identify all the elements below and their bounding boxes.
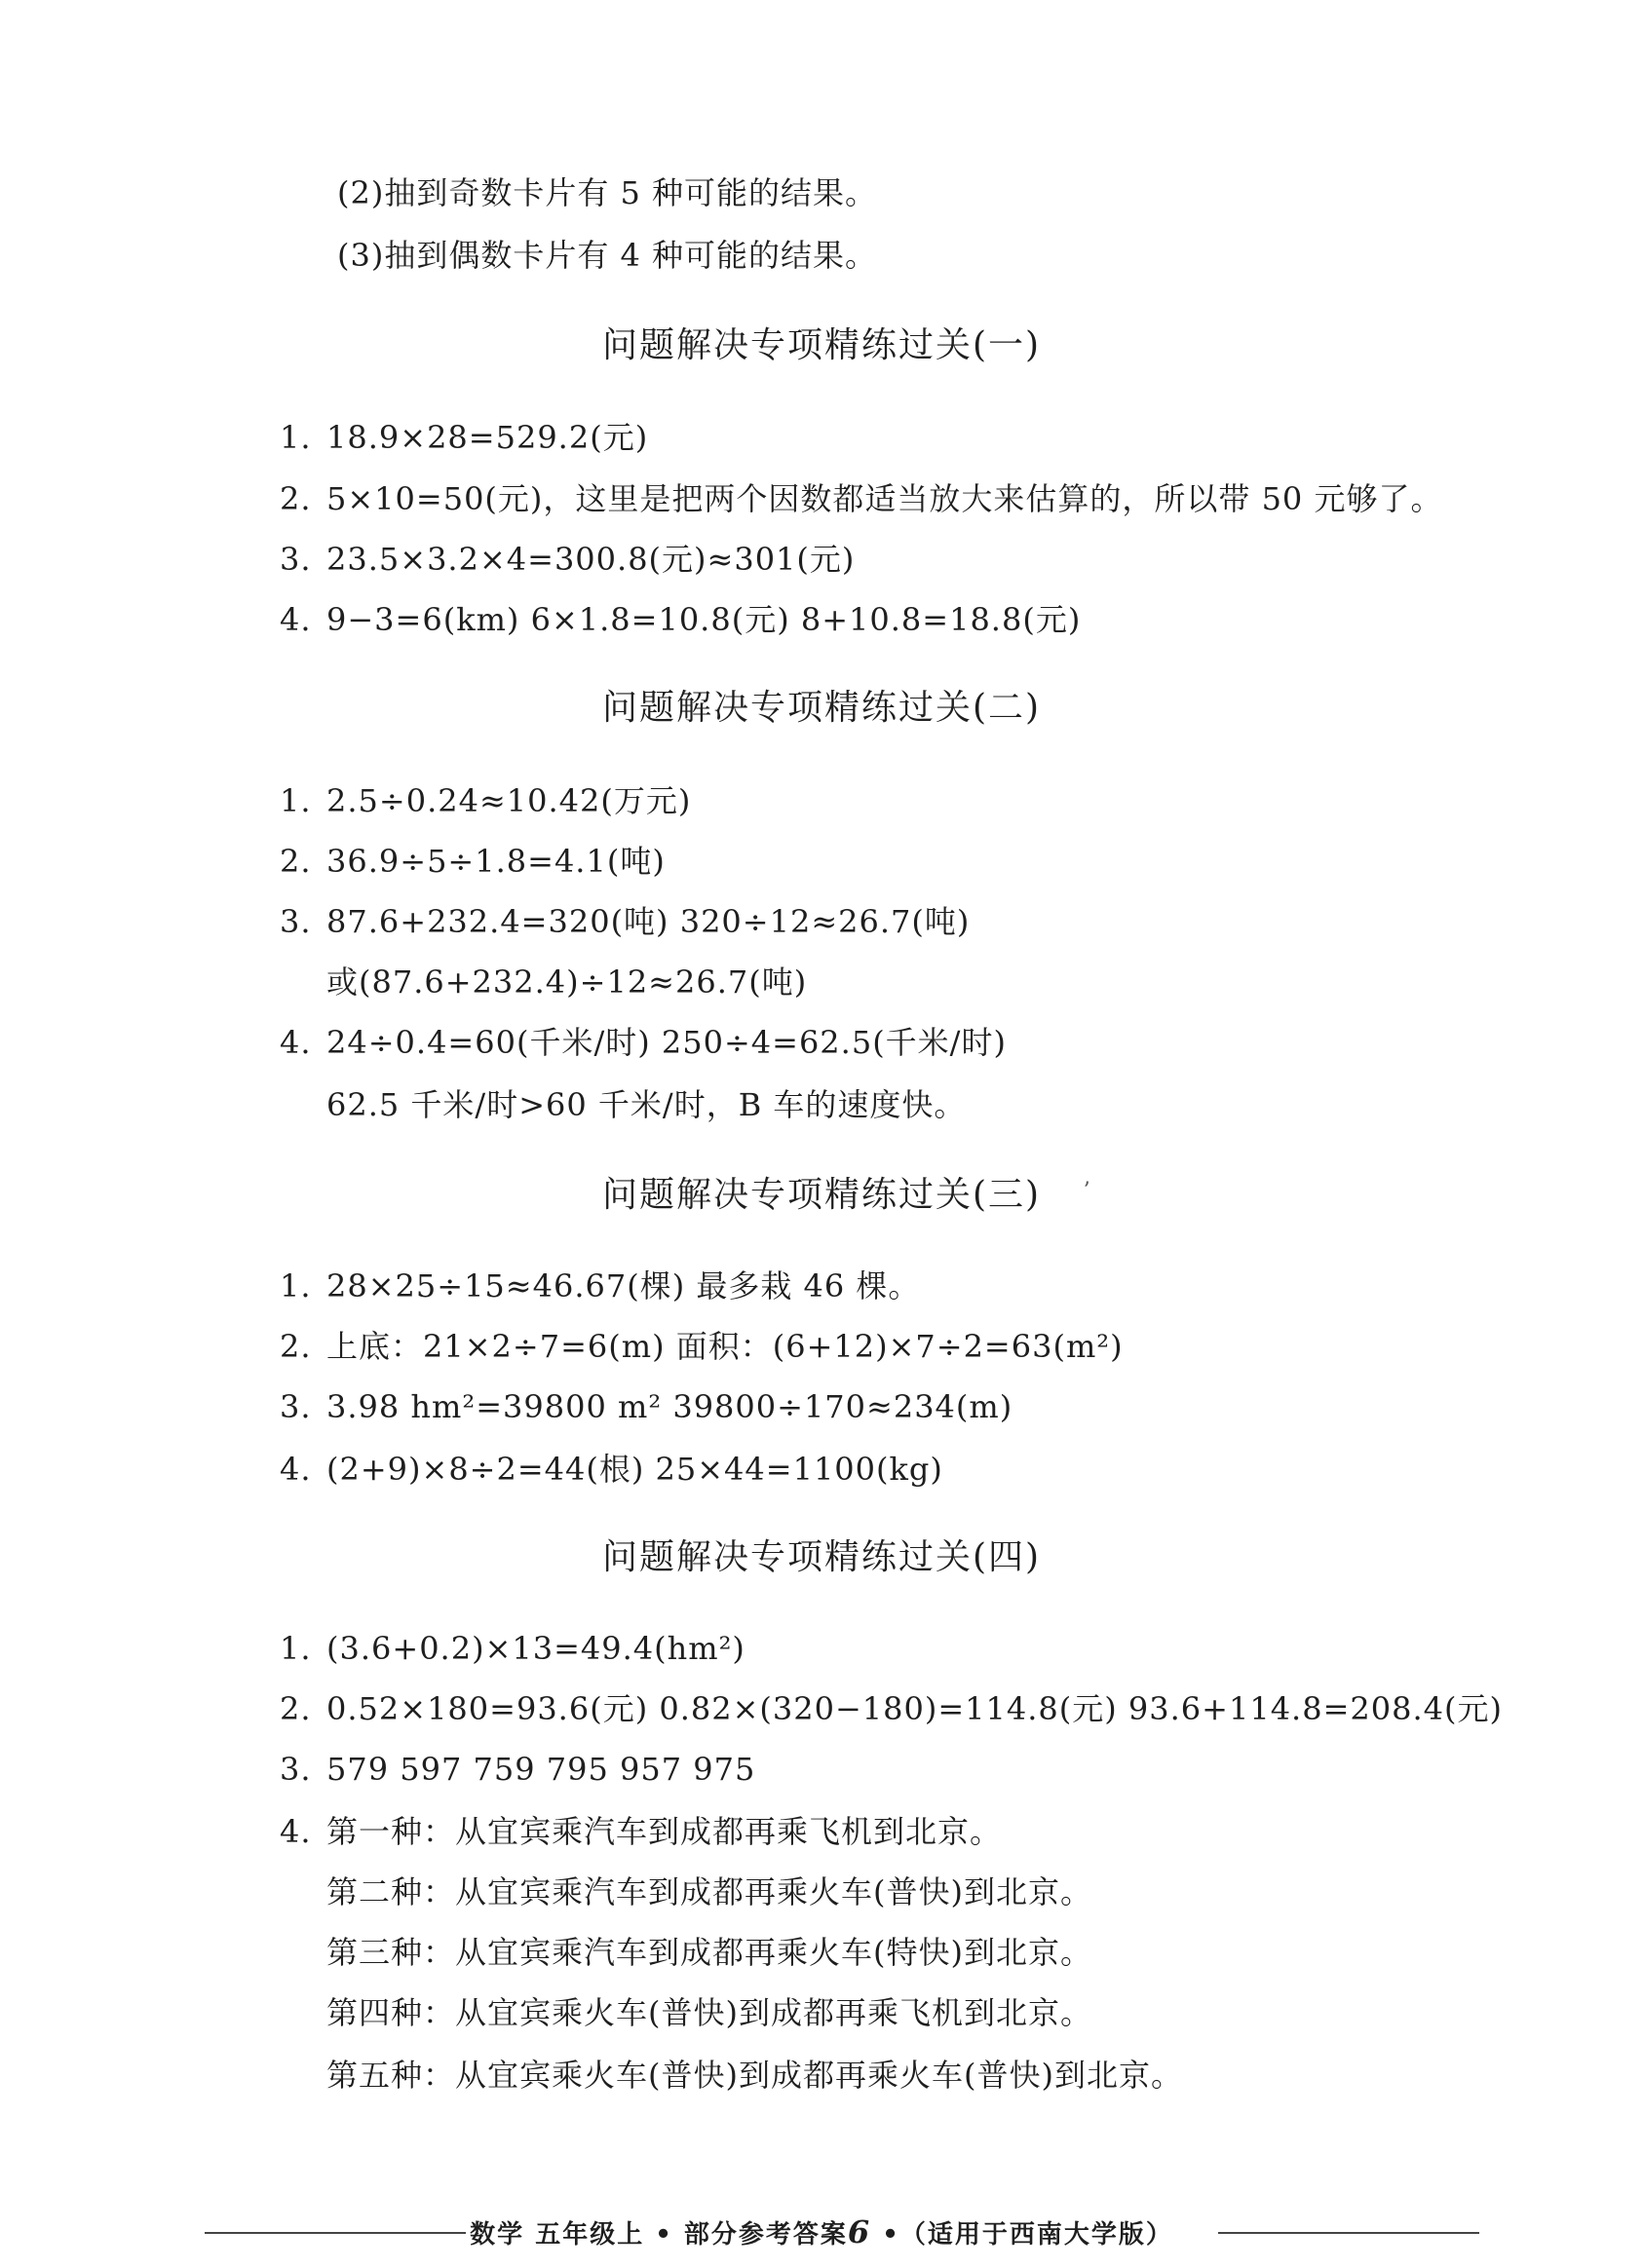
item-number: 1. [280,1630,312,1667]
s4-item-4-option-2: 第二种：从宜宾乘汽车到成都再乘火车(普快)到北京。 [326,1873,1092,1910]
item-number: 1. [280,419,312,456]
item-number: 3. [280,1388,312,1425]
item-text: (2+9)×8÷2=44(根) 25×44=1100(kg) [326,1451,943,1488]
item-text: 9−3=6(km) 6×1.8=10.8(元) 8+10.8=18.8(元) [326,601,1082,638]
item-number: 3. [280,903,312,940]
s2-item-1 [280,779,691,822]
item-text: 24÷0.4=60(千米/时) 250÷4=62.5(千米/时) [326,1024,1007,1061]
item-text: 23.5×3.2×4=300.8(元)≈301(元) [326,541,856,578]
intro-line-1: (2)抽到奇数卡片有 5 种可能的结果。 [337,174,878,211]
footer [0,2213,1643,2253]
stray-mark: ʼ [1083,1179,1089,1203]
item-number: 2. [280,843,312,880]
s4-item-1 [280,1627,745,1670]
s2-item-4-continuation: 62.5 千米/时>60 千米/时，B 车的速度快。 [326,1086,967,1123]
item-number: 3. [280,541,312,578]
page-number: 6 [847,2213,872,2250]
section-title-4: 问题解决专项精练过关(四) [601,1537,1042,1577]
footer-left-text: 数学 五年级上 • 部分参考答案 [470,2220,848,2249]
s1-item-4 [280,598,1081,641]
item-number: 1. [280,1267,312,1304]
item-number: 1. [280,782,312,819]
s4-item-4 [280,1810,1002,1853]
item-number: 4. [280,601,312,638]
item-text: 87.6+232.4=320(吨) 320÷12≈26.7(吨) [326,903,971,940]
section-title-2: 问题解决专项精练过关(二) [601,688,1042,728]
s4-item-4-option-5: 第五种：从宜宾乘火车(普快)到成都再乘火车(普快)到北京。 [326,2057,1183,2094]
s1-item-2 [280,477,1442,520]
item-number: 4. [280,1024,312,1061]
item-text: 579 597 759 795 957 975 [326,1751,756,1788]
item-number: 2. [280,480,312,517]
item-number: 4. [280,1451,312,1488]
s2-item-3-continuation: 或(87.6+232.4)÷12≈26.7(吨) [326,964,808,1001]
item-number: 3. [280,1751,312,1788]
s2-item-4 [280,1021,1007,1064]
s3-item-2 [280,1325,1124,1368]
s2-item-3 [280,900,970,943]
s3-item-1 [280,1265,920,1307]
s1-item-1 [280,416,648,459]
s4-item-2 [280,1687,1503,1730]
section-title-3: 问题解决专项精练过关(三) [601,1175,1042,1215]
s4-item-4-option-4: 第四种：从宜宾乘火车(普快)到成都再乘飞机到北京。 [326,1994,1092,2031]
s3-item-4 [280,1448,943,1491]
item-text: 2.5÷0.24≈10.42(万元) [326,782,692,819]
s3-item-3 [280,1385,1013,1428]
s4-item-4-option-3: 第三种：从宜宾乘汽车到成都再乘火车(特快)到北京。 [326,1934,1092,1971]
item-text: 第一种：从宜宾乘汽车到成都再乘飞机到北京。 [326,1813,1003,1850]
s1-item-3 [280,538,855,581]
intro-line-2: (3)抽到偶数卡片有 4 种可能的结果。 [337,237,878,274]
item-number: 2. [280,1328,312,1365]
item-text: 3.98 hm²=39800 m² 39800÷170≈234(m) [326,1388,1013,1425]
item-text: 18.9×28=529.2(元) [326,419,649,456]
footer-right-text: •（适用于西南大学版） [871,2220,1173,2249]
item-text: 5×10=50(元)，这里是把两个因数都适当放大来估算的，所以带 50 元够了。 [326,480,1443,517]
item-number: 4. [280,1813,312,1850]
s2-item-2 [280,840,666,883]
item-text: 上底：21×2÷7=6(m) 面积：(6+12)×7÷2=63(m²) [326,1328,1124,1365]
item-text: 36.9÷5÷1.8=4.1(吨) [326,843,666,880]
item-text: (3.6+0.2)×13=49.4(hm²) [326,1630,745,1667]
item-number: 2. [280,1690,312,1727]
item-text: 0.52×180=93.6(元) 0.82×(320−180)=114.8(元) 93.6+114.8=208.4(元) [326,1690,1503,1727]
item-text: 28×25÷15≈46.67(棵) 最多栽 46 棵。 [326,1267,921,1304]
s4-item-3 [280,1748,755,1791]
section-title-1: 问题解决专项精练过关(一) [601,325,1042,365]
